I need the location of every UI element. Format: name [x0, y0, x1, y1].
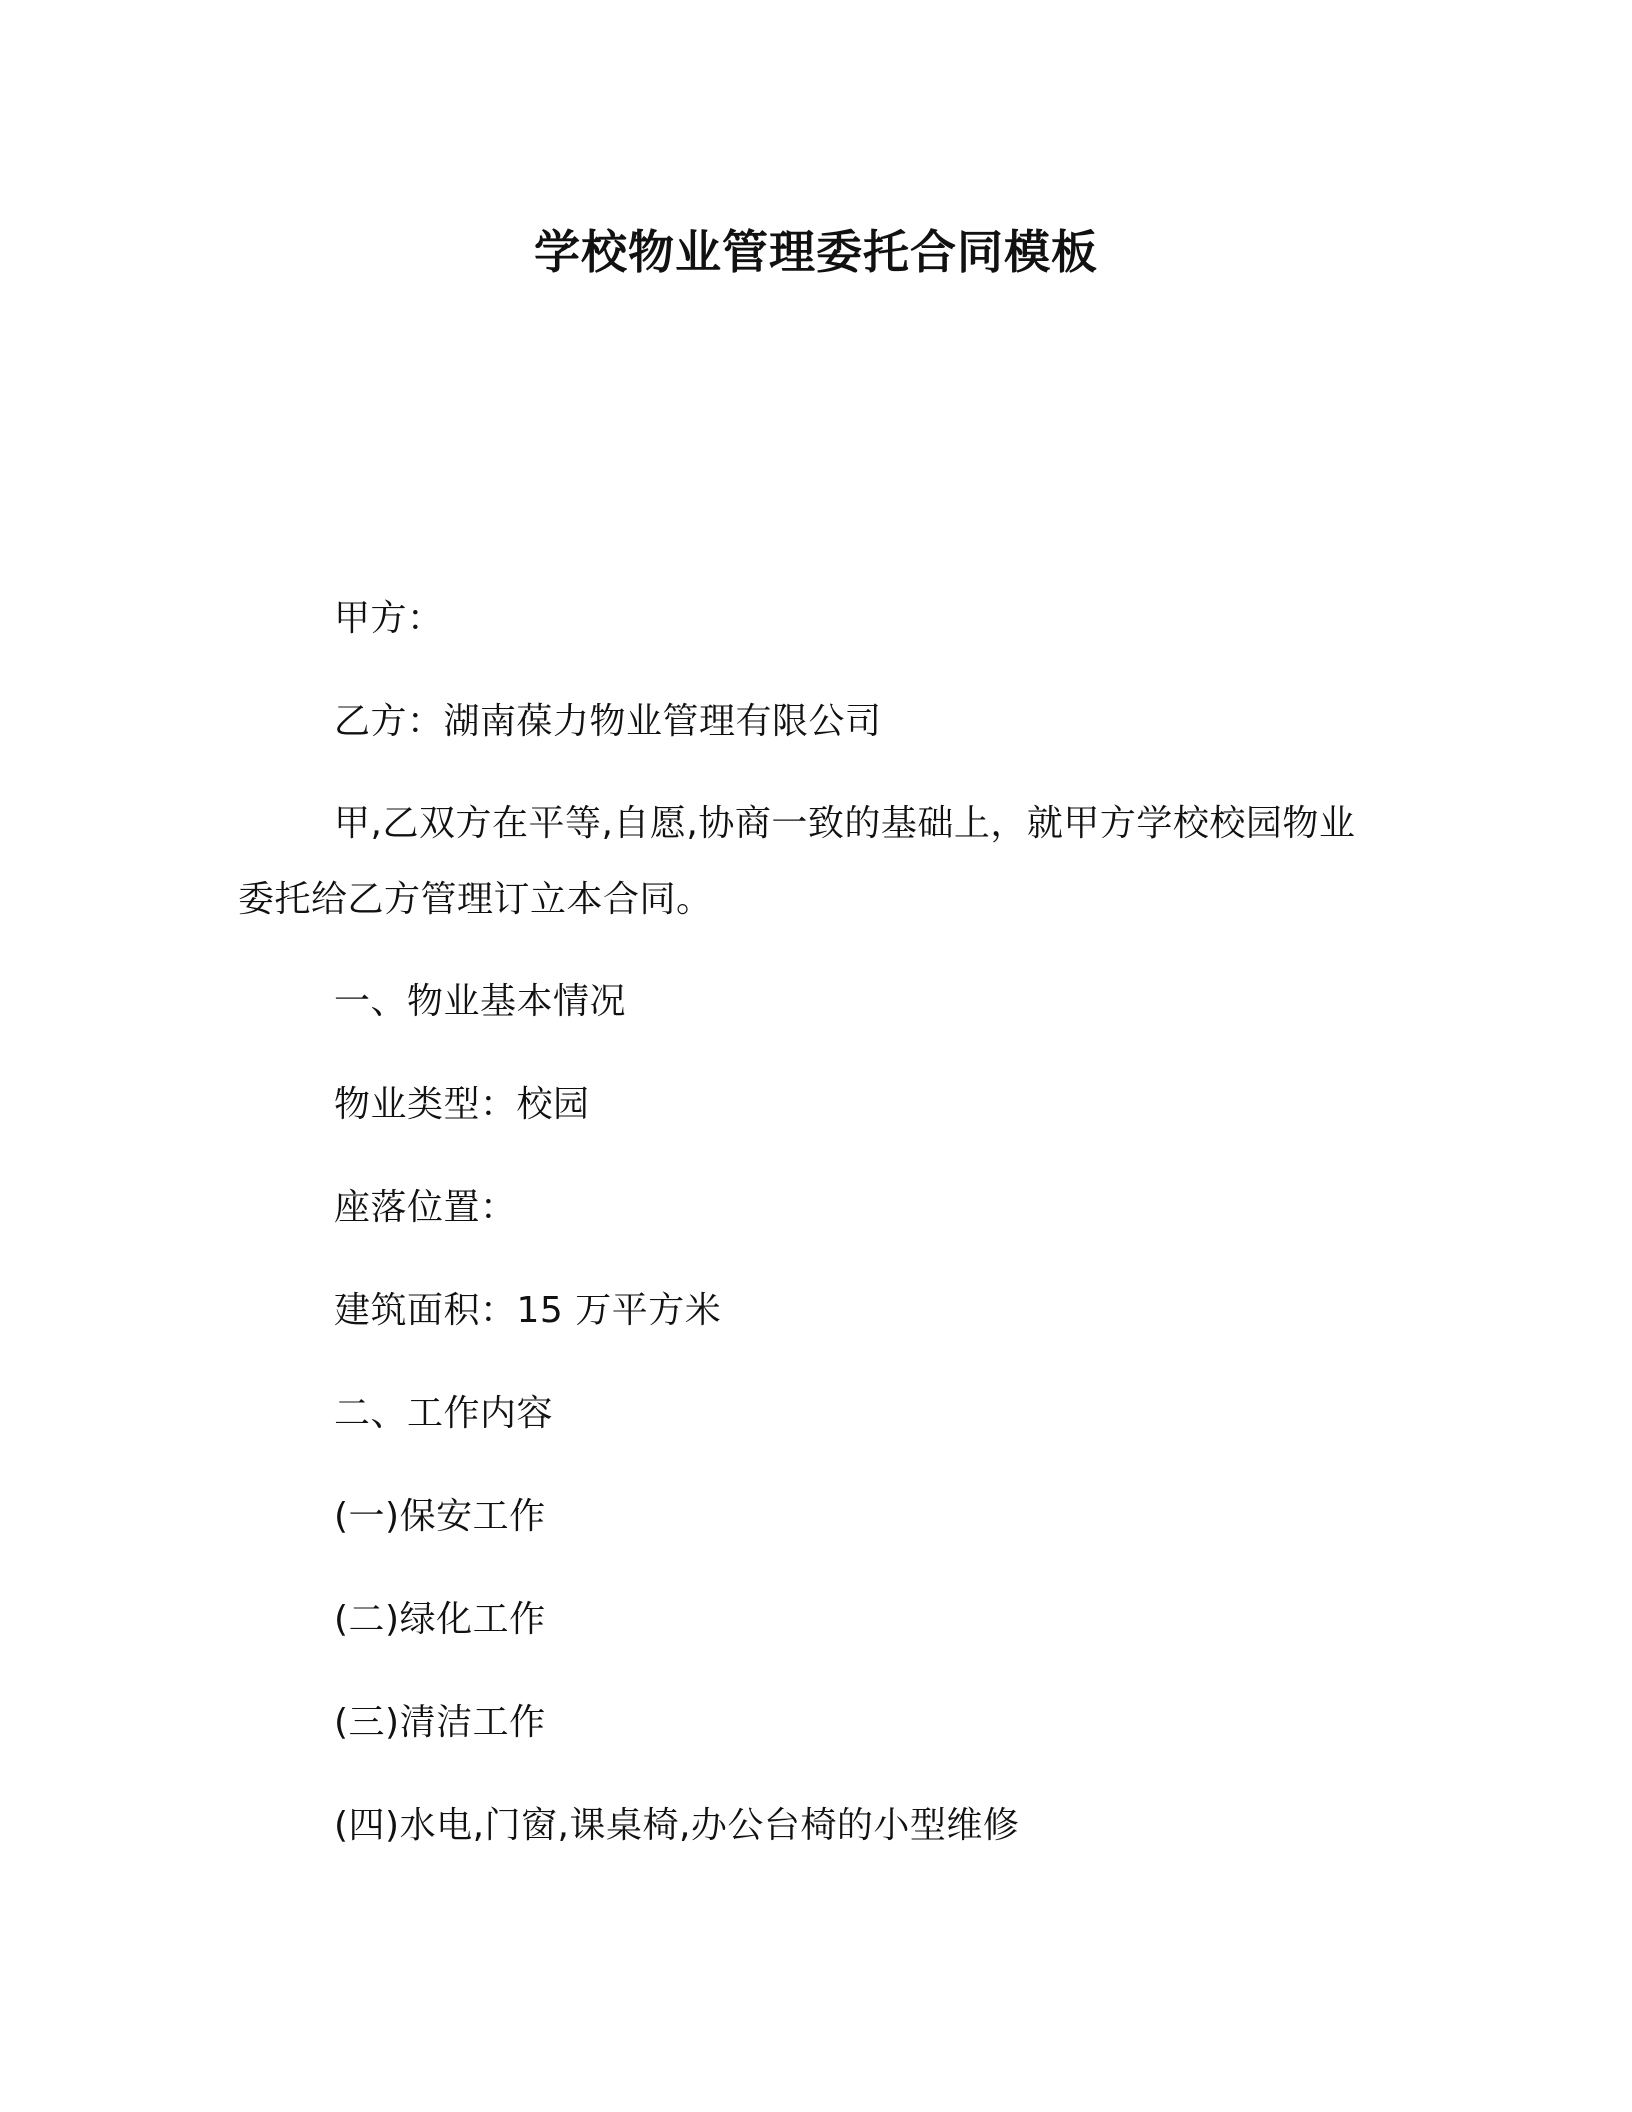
intro-paragraph-line-2: 委托给乙方管理订立本合同。 — [238, 879, 713, 920]
property-type-line: 物业类型：校园 — [334, 1084, 590, 1125]
document-title: 学校物业管理委托合同模板 — [534, 225, 1098, 279]
building-area-line: 建筑面积：15 万平方米 — [334, 1290, 722, 1331]
section-1-heading: 一、物业基本情况 — [334, 981, 627, 1022]
location-line: 座落位置： — [334, 1187, 517, 1228]
party-b-line: 乙方：湖南葆力物业管理有限公司 — [334, 701, 882, 742]
party-a-line: 甲方： — [334, 598, 444, 639]
work-item-3: (三)清洁工作 — [334, 1702, 546, 1743]
section-2-heading: 二、工作内容 — [334, 1393, 554, 1434]
work-item-1: (一)保安工作 — [334, 1496, 546, 1537]
intro-paragraph-line-1: 甲,乙双方在平等,自愿,协商一致的基础上，就甲方学校校园物业 — [334, 803, 1356, 844]
work-item-4: (四)水电,门窗,课桌椅,办公台椅的小型维修 — [334, 1805, 1020, 1846]
work-item-2: (二)绿化工作 — [334, 1599, 546, 1640]
